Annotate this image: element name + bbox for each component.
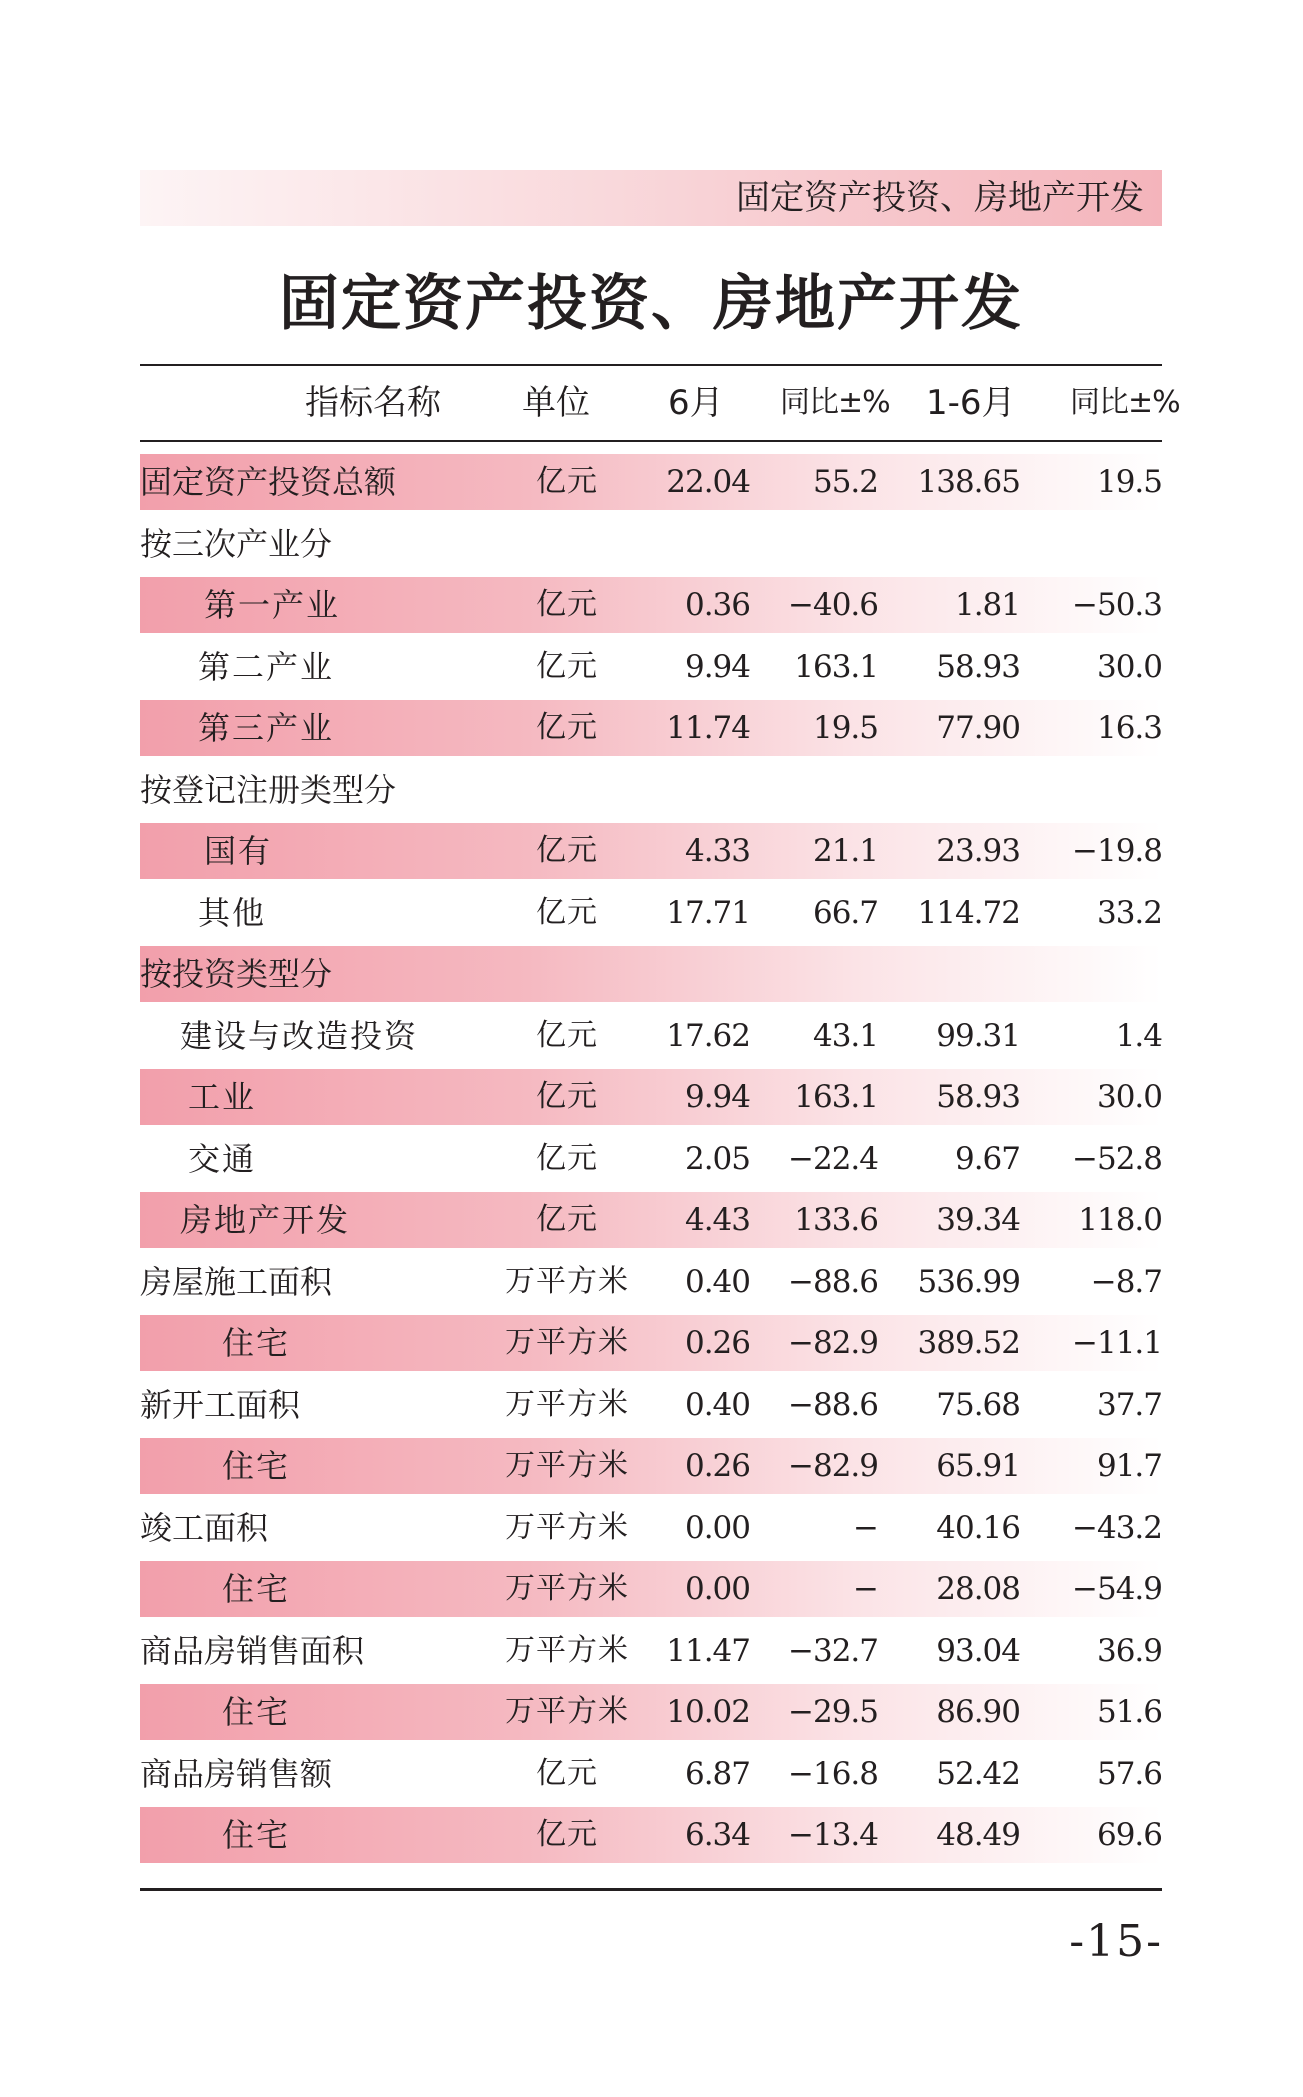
col-header-ytd: 1-6月: [926, 383, 1016, 423]
row-name: 工业: [188, 1078, 257, 1116]
row-name: 竣工面积: [140, 1509, 269, 1547]
row-name: 按三次产业分: [140, 525, 333, 563]
row-jun-value: 0.26: [684, 1325, 750, 1361]
row-unit: 亿元: [536, 1141, 598, 1176]
row-jun-value: 17.71: [666, 895, 750, 931]
row-name: 住宅: [222, 1570, 291, 1608]
row-ytd-value: 39.34: [936, 1202, 1020, 1238]
row-ytd-value: 40.16: [936, 1510, 1020, 1546]
table-row: [140, 823, 1162, 879]
table-row: [140, 639, 1162, 695]
row-name: 住宅: [222, 1324, 291, 1362]
row-unit: 万平方米: [505, 1694, 629, 1729]
row-jun-value: 0.40: [684, 1264, 750, 1300]
row-jun-yoy: −40.6: [788, 587, 878, 623]
row-unit: 亿元: [536, 1202, 598, 1237]
row-unit: 亿元: [536, 833, 598, 868]
row-unit: 万平方米: [505, 1571, 629, 1606]
table-row: [140, 1254, 1162, 1310]
row-unit: [496, 516, 638, 572]
row-jun-value: 0.36: [684, 587, 750, 623]
table-row: [140, 1623, 1162, 1679]
row-unit: 万平方米: [505, 1448, 629, 1483]
row-jun-value: 0.40: [684, 1387, 750, 1423]
row-name: 按投资类型分: [140, 955, 333, 993]
row-unit: 亿元: [536, 1817, 598, 1852]
row-jun-value: 0.26: [684, 1448, 750, 1484]
row-ytd-yoy: 118.0: [1078, 1202, 1162, 1238]
row-ytd-value: 99.31: [936, 1018, 1020, 1054]
row-unit: 亿元: [536, 1079, 598, 1114]
row-ytd-yoy: 91.7: [1096, 1448, 1162, 1484]
row-jun-yoy: −: [853, 1510, 878, 1546]
table-row: [140, 577, 1162, 633]
row-jun-yoy: −: [853, 1571, 878, 1607]
row-jun-value: 0.00: [684, 1571, 750, 1607]
row-name: 第一产业: [204, 586, 341, 624]
row-ytd-value: 389.52: [917, 1325, 1020, 1361]
header-band-text: 固定资产投资、房地产开发: [736, 178, 1144, 218]
table-row: [140, 1561, 1162, 1617]
row-ytd-value: 138.65: [917, 464, 1020, 500]
row-jun-value: 6.87: [684, 1756, 750, 1792]
table-row: [140, 1684, 1162, 1740]
row-ytd-yoy: −8.7: [1090, 1264, 1162, 1300]
row-name: 住宅: [222, 1447, 291, 1485]
row-unit: 亿元: [536, 895, 598, 930]
row-name: 新开工面积: [140, 1386, 301, 1424]
row-name: 住宅: [222, 1816, 291, 1854]
row-jun-value: 22.04: [666, 464, 750, 500]
row-unit: 亿元: [536, 1018, 598, 1053]
row-jun-value: 11.74: [666, 710, 750, 746]
table-row: [140, 1807, 1162, 1863]
table-row: [140, 454, 1162, 510]
row-unit: 亿元: [536, 587, 598, 622]
row-ytd-yoy: 16.3: [1096, 710, 1162, 746]
row-jun-yoy: 21.1: [812, 833, 878, 869]
row-jun-yoy: −88.6: [788, 1264, 878, 1300]
row-jun-yoy: 55.2: [812, 464, 878, 500]
table-header-rule: [140, 440, 1162, 442]
table-row: [140, 762, 1162, 818]
col-header-jun: 6月: [668, 383, 724, 423]
row-unit: 万平方米: [505, 1633, 629, 1668]
row-ytd-value: 23.93: [936, 833, 1020, 869]
row-ytd-value: 48.49: [936, 1817, 1020, 1853]
row-ytd-value: 75.68: [936, 1387, 1020, 1423]
row-ytd-yoy: 51.6: [1096, 1694, 1162, 1730]
row-ytd-value: 536.99: [917, 1264, 1020, 1300]
row-jun-value: 11.47: [666, 1633, 750, 1669]
row-name: 住宅: [222, 1693, 291, 1731]
row-name: 固定资产投资总额: [140, 463, 397, 501]
row-name: 国有: [204, 832, 273, 870]
col-header-unit: 单位: [522, 383, 590, 423]
row-ytd-yoy: 19.5: [1096, 464, 1162, 500]
row-ytd-yoy: 33.2: [1096, 895, 1162, 931]
row-unit: 万平方米: [505, 1264, 629, 1299]
header-band: [140, 170, 1162, 226]
row-unit: 亿元: [536, 710, 598, 745]
row-ytd-value: 114.72: [917, 895, 1020, 931]
row-name: 其他: [198, 894, 267, 932]
row-unit: 万平方米: [505, 1325, 629, 1360]
table-row: [140, 1500, 1162, 1556]
row-ytd-value: 86.90: [936, 1694, 1020, 1730]
row-name: 第二产业: [198, 648, 335, 686]
row-unit: 亿元: [536, 464, 598, 499]
row-name: 建设与改造投资: [180, 1017, 419, 1055]
row-jun-value: 9.94: [684, 649, 750, 685]
row-ytd-value: 58.93: [936, 1079, 1020, 1115]
row-ytd-yoy: 37.7: [1096, 1387, 1162, 1423]
table-row: [140, 1377, 1162, 1433]
row-ytd-yoy: −50.3: [1072, 587, 1162, 623]
row-jun-value: 4.43: [684, 1202, 750, 1238]
row-jun-yoy: −82.9: [788, 1448, 878, 1484]
row-jun-yoy: 19.5: [812, 710, 878, 746]
row-jun-yoy: −22.4: [788, 1141, 878, 1177]
row-name: 按登记注册类型分: [140, 771, 397, 809]
row-unit: 万平方米: [505, 1387, 629, 1422]
row-ytd-value: 58.93: [936, 649, 1020, 685]
table-row: [140, 1192, 1162, 1248]
row-jun-yoy: −82.9: [788, 1325, 878, 1361]
page-title: 固定资产投资、房地产开发: [279, 269, 1023, 339]
table-row: [140, 885, 1162, 941]
row-jun-yoy: −29.5: [788, 1694, 878, 1730]
table-row: [140, 700, 1162, 756]
row-jun-value: 6.34: [684, 1817, 750, 1853]
table-row: [140, 516, 1162, 572]
table-bottom-rule: [140, 1888, 1162, 1891]
row-ytd-value: 65.91: [936, 1448, 1020, 1484]
row-jun-yoy: 133.6: [794, 1202, 878, 1238]
row-ytd-yoy: −52.8: [1072, 1141, 1162, 1177]
row-ytd-value: 52.42: [936, 1756, 1020, 1792]
row-jun-value: 2.05: [684, 1141, 750, 1177]
row-unit: 亿元: [536, 649, 598, 684]
row-jun-yoy: 163.1: [794, 649, 878, 685]
row-ytd-yoy: −19.8: [1072, 833, 1162, 869]
row-jun-value: 10.02: [666, 1694, 750, 1730]
table-row: [140, 946, 1162, 1002]
row-name: 房屋施工面积: [140, 1263, 333, 1301]
row-jun-value: 0.00: [684, 1510, 750, 1546]
row-jun-value: 9.94: [684, 1079, 750, 1115]
row-ytd-value: 1.81: [954, 587, 1020, 623]
table-row: [140, 1069, 1162, 1125]
row-ytd-value: 93.04: [936, 1633, 1020, 1669]
col-header-yoy1: 同比±%: [780, 385, 890, 420]
row-unit: 亿元: [536, 1756, 598, 1791]
table-row: [140, 1131, 1162, 1187]
table-row: [140, 1438, 1162, 1494]
row-jun-yoy: −13.4: [788, 1817, 878, 1853]
col-header-name: 指标名称: [305, 383, 441, 423]
row-ytd-yoy: 1.4: [1115, 1018, 1162, 1054]
row-unit: [496, 762, 638, 818]
row-name: 交通: [188, 1140, 257, 1178]
table-row: [140, 1315, 1162, 1371]
row-name: 商品房销售额: [140, 1755, 333, 1793]
row-jun-yoy: −16.8: [788, 1756, 878, 1792]
row-jun-yoy: 43.1: [812, 1018, 878, 1054]
row-jun-yoy: −32.7: [788, 1633, 878, 1669]
table-row: [140, 1008, 1162, 1064]
row-ytd-yoy: −11.1: [1072, 1325, 1162, 1361]
row-ytd-value: 9.67: [954, 1141, 1020, 1177]
row-ytd-yoy: 30.0: [1096, 649, 1162, 685]
row-jun-value: 17.62: [666, 1018, 750, 1054]
row-ytd-yoy: −43.2: [1072, 1510, 1162, 1546]
row-ytd-value: 28.08: [936, 1571, 1020, 1607]
table-row: [140, 1746, 1162, 1802]
row-name: 房地产开发: [180, 1201, 351, 1239]
page-number: -15-: [1069, 1916, 1163, 1967]
row-name: 第三产业: [198, 709, 335, 747]
row-ytd-yoy: 57.6: [1096, 1756, 1162, 1792]
row-ytd-yoy: 30.0: [1096, 1079, 1162, 1115]
row-ytd-yoy: −54.9: [1072, 1571, 1162, 1607]
row-jun-yoy: 66.7: [812, 895, 878, 931]
row-name: 商品房销售面积: [140, 1632, 365, 1670]
table-top-rule: [140, 364, 1162, 366]
row-ytd-yoy: 36.9: [1096, 1633, 1162, 1669]
row-jun-yoy: −88.6: [788, 1387, 878, 1423]
col-header-yoy2: 同比±%: [1070, 385, 1180, 420]
row-ytd-yoy: 69.6: [1096, 1817, 1162, 1853]
row-unit: [496, 946, 638, 1002]
row-jun-value: 4.33: [684, 833, 750, 869]
row-ytd-value: 77.90: [936, 710, 1020, 746]
row-jun-yoy: 163.1: [794, 1079, 878, 1115]
row-unit: 万平方米: [505, 1510, 629, 1545]
